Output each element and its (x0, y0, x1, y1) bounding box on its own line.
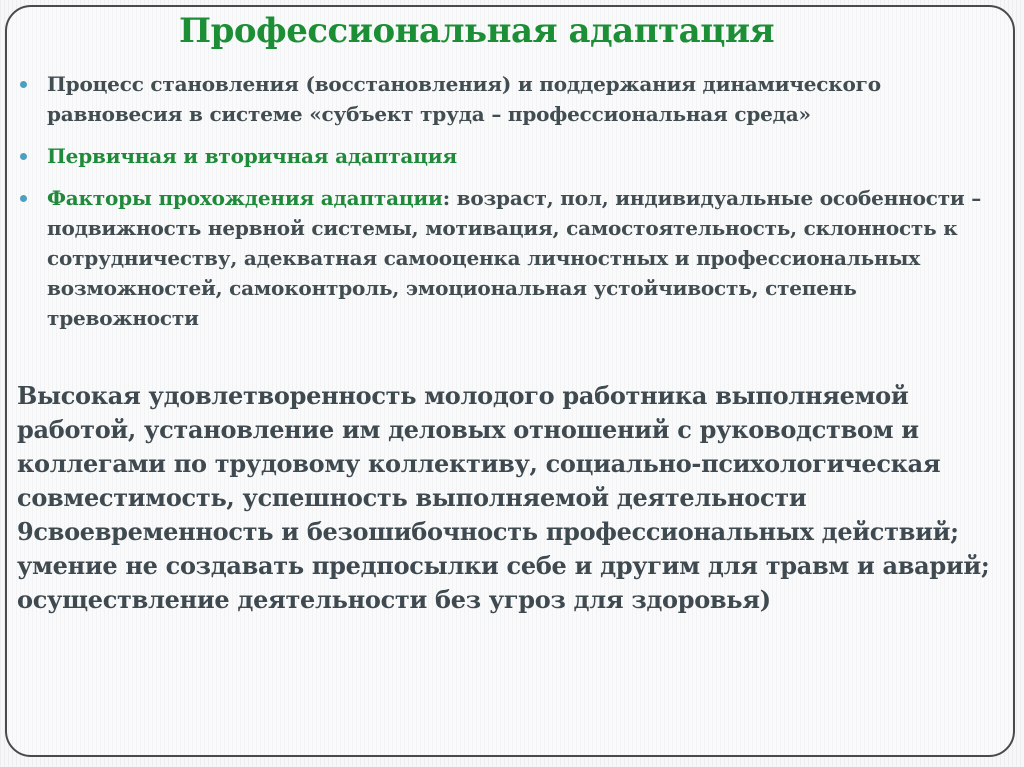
bullet-dot-icon (20, 81, 27, 88)
bullet-item-factors (17, 183, 1007, 333)
bullet-lead: Первичная и вторичная адаптация (47, 144, 457, 168)
slide-frame (5, 5, 1015, 757)
summary-paragraph: Высокая удовлетворенность молодого работника выполняемой работой, установление им деловых отношений с руководством и коллегами по трудовому коллективу, социально-психологическая совместимость, успешность выполняемой деятельности 9своевременность и безошибочность профессиональных действий; умение не создавать предпосылки себе и другим для травм и аварий; осуществление деятельности без угроз для здоровья) (17, 381, 990, 614)
bullet-item-process (17, 69, 1007, 129)
bullet-text: : возраст, пол, индивидуальные особенности – подвижность нервной системы, мотивация, самостоятельность, склонность к сотрудничеству, адекватная самооценка личностных и профессиональных возможностей, самоконтроль, эмоциональная устойчивость, степень тревожности (47, 186, 982, 330)
bullet-dot-icon (20, 153, 27, 160)
bullet-lead: Факторы прохождения адаптации (47, 186, 443, 210)
bullet-item-primary-secondary (17, 141, 1007, 171)
bullet-text: Процесс становления (восстановления) и поддержания динамического равновесия в системе «субъект труда – профессиональная среда» (47, 72, 881, 126)
bullet-list (17, 69, 1007, 345)
bullet-dot-icon (20, 195, 27, 202)
slide-title: Профессиональная адаптация (179, 11, 775, 51)
